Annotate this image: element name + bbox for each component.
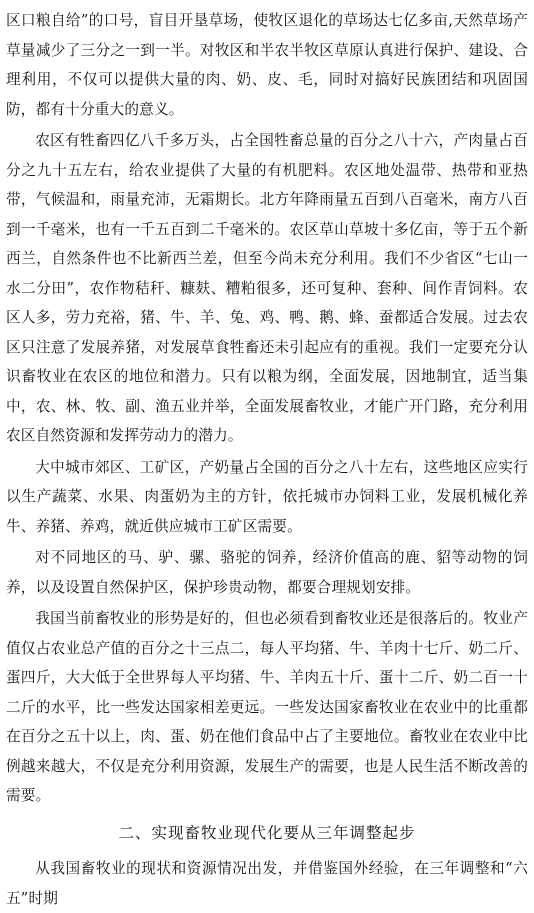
paragraph-2: 农区有牲畜四亿八千多万头，占全国牲畜总量的百分之八十六，产肉量占百分之九十五左右，给农业提供了大量的有机肥料。农区地处温带、热带和亚热带，气候温和，雨量充沛，无霜期长。北方年降雨量五百到八百毫米，南方八百到一千毫米，也有一千五百到二千毫米的。农区草山草坡十多亿亩，等于五个新西兰，自然条件也不比新西兰差，但至今尚未充分利用。我们不少省区“七山一水二分田”，农作物秸秆、糠麸、糟粕很多，还可复种、套种、间作青饲料。农区人多，劳力充裕，猪、牛、羊、兔、鸡、鸭、鹅、蜂、蚕都适合发展。过去农区只注意了发展养猪，对发展草食牲畜还未引起应有的重视。我们一定要充分认识畜牧业在农区的地位和潜力。只有以粮为纲，全面发展，因地制宜，适当集中，农、林、牧、副、渔五业并举，全面发展畜牧业，才能广开门路，充分利用农区自然资源和发挥劳动力的潜力。 [6, 132, 528, 444]
paragraph-3: 大中城市郊区、工矿区，产奶量占全国的百分之八十左右，这些地区应实行以生产蔬菜、水果、肉蛋奶为主的方针，依托城市办饲料工业，发展机械化养牛、养猪、养鸡，就近供应城市工矿区需要。 [6, 458, 528, 535]
paragraph-1: 区口粮自给”的口号，盲目开垦草场，使牧区退化的草场达七亿多亩,天然草场产草量减少了三分之一到一半。对牧区和半农半牧区草原认真进行保护、建设、合理利用，不仅可以提供大量的肉、奶、皮、毛，同时对搞好民族团结和巩固国防，都有十分重大的意义。 [6, 12, 528, 118]
section-heading: 二、实现畜牧业现代化要从三年调整起步 [118, 823, 416, 842]
paragraph-5: 我国当前畜牧业的形势是好的，但也必须看到畜牧业还是很落后的。牧业产值仅占农业总产值的百分之十三点二，每人平均猪、牛、羊肉十七斤、奶二斤、蛋四斤，大大低于全世界每人平均猪、牛、羊肉五十斤、蛋十二斤、奶二百一十二斤的水平，比一些发达国家相差更远。一些发达国家畜牧业在农业中的比重都在百分之五十以上，肉、蛋、奶在他们食品中占了主要地位。畜牧业在农业中比例越来越大，不仅是充分利用资源，发展生产的需要，也是人民生活不断改善的需要。 [6, 610, 528, 804]
paragraph-4: 对不同地区的马、驴、骡、骆驼的饲养，经济价值高的鹿、貂等动物的饲养，以及设置自然保护区，保护珍贵动物，都要合理规划安排。 [6, 549, 528, 596]
paragraph-6: 从我国畜牧业的现状和资源情况出发，并借鉴国外经验，在三年调整和“六五”时期 [6, 860, 528, 907]
